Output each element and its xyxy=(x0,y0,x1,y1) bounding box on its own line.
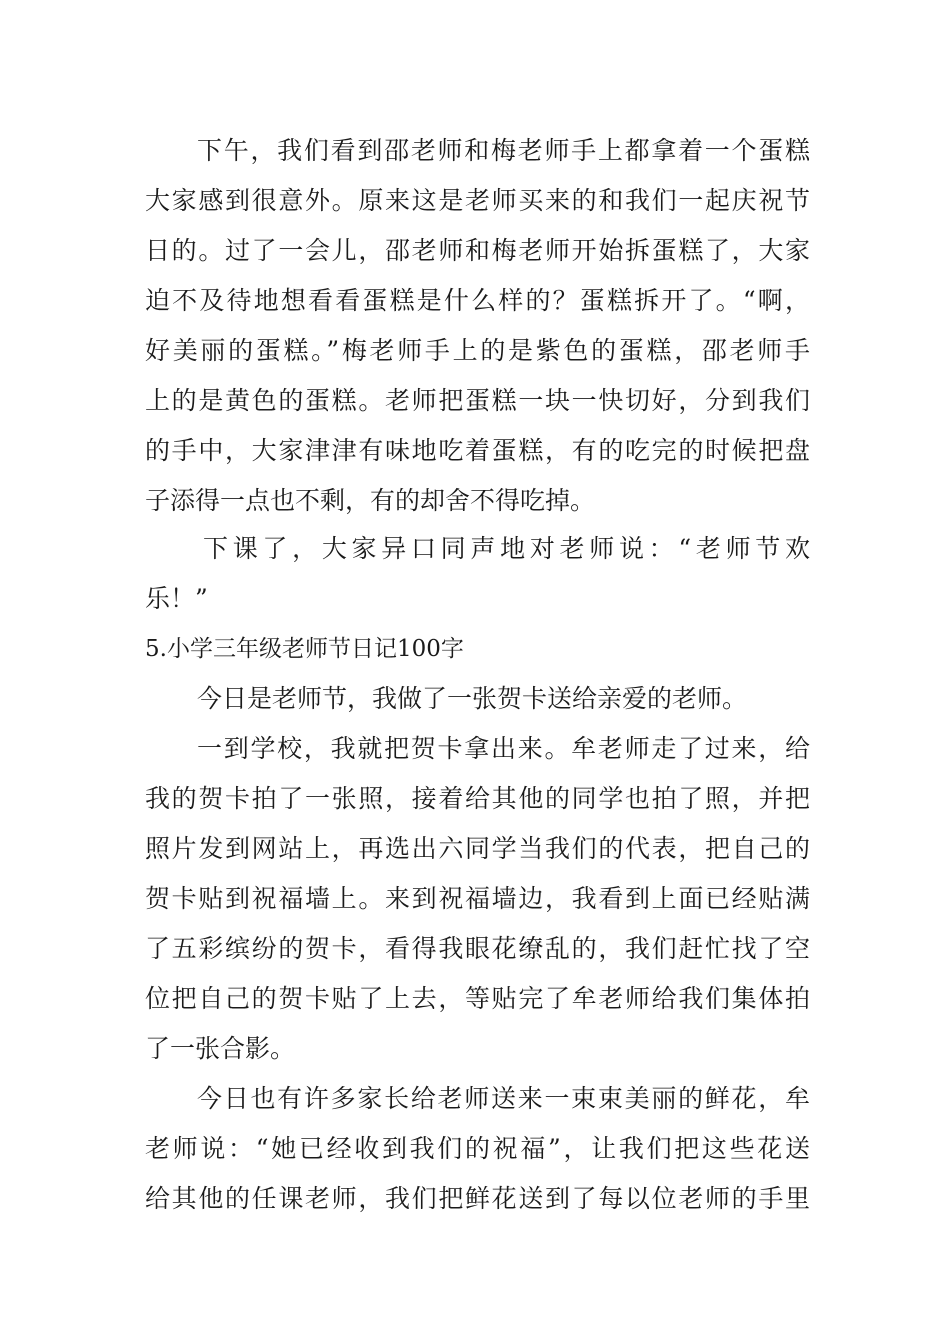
paragraph-line: 乐！” xyxy=(145,584,208,613)
paragraph-line: 一到学校，我就把贺卡拿出来。牟老师走了过来，给 xyxy=(197,734,810,763)
paragraph-line: 了一张合影。 xyxy=(145,1034,296,1063)
paragraph-line: 老师说：“她已经收到我们的祝福”，让我们把这些花送 xyxy=(145,1134,810,1163)
paragraph-line: 下午，我们看到邵老师和梅老师手上都拿着一个蛋糕 xyxy=(197,136,810,165)
paragraph-line: 子添得一点也不剩，有的却舍不得吃掉。 xyxy=(145,486,596,515)
paragraph-line: 的手中，大家津津有味地吃着蛋糕，有的吃完的时候把盘 xyxy=(145,436,810,465)
paragraph-line: 照片发到网站上，再选出六同学当我们的代表，把自己的 xyxy=(145,834,810,863)
paragraph-line: 我的贺卡拍了一张照，接着给其他的同学也拍了照，并把 xyxy=(145,784,810,813)
paragraph-line: 大家感到很意外。原来这是老师买来的和我们一起庆祝节 xyxy=(145,186,810,215)
paragraph-line: 迫不及待地想看看蛋糕是什么样的？蛋糕拆开了。“啊， xyxy=(145,286,810,315)
paragraph-line: 好美丽的蛋糕。”梅老师手上的是紫色的蛋糕，邵老师手 xyxy=(145,336,810,365)
paragraph-line: 上的是黄色的蛋糕。老师把蛋糕一块一快切好，分到我们 xyxy=(145,386,810,415)
paragraph-line: 日的。过了一会儿，邵老师和梅老师开始拆蛋糕了，大家 xyxy=(145,236,810,265)
paragraph-line: 给其他的任课老师，我们把鲜花送到了每以位老师的手里 xyxy=(145,1184,810,1213)
paragraph-line: 了五彩缤纷的贺卡，看得我眼花缭乱的，我们赶忙找了空 xyxy=(145,934,810,963)
paragraph-line: 下课了，大家异口同声地对老师说：“老师节欢 xyxy=(203,534,810,563)
paragraph-line: 位把自己的贺卡贴了上去，等贴完了牟老师给我们集体拍 xyxy=(145,984,810,1013)
paragraph-line: 贺卡贴到祝福墙上。来到祝福墙边，我看到上面已经贴满 xyxy=(145,884,810,913)
paragraph-line: 今日是老师节，我做了一张贺卡送给亲爱的老师。 xyxy=(197,684,748,713)
paragraph-line: 今日也有许多家长给老师送来一束束美丽的鲜花，牟 xyxy=(197,1084,810,1113)
section-heading: 5.小学三年级老师节日记100字 xyxy=(145,636,464,662)
